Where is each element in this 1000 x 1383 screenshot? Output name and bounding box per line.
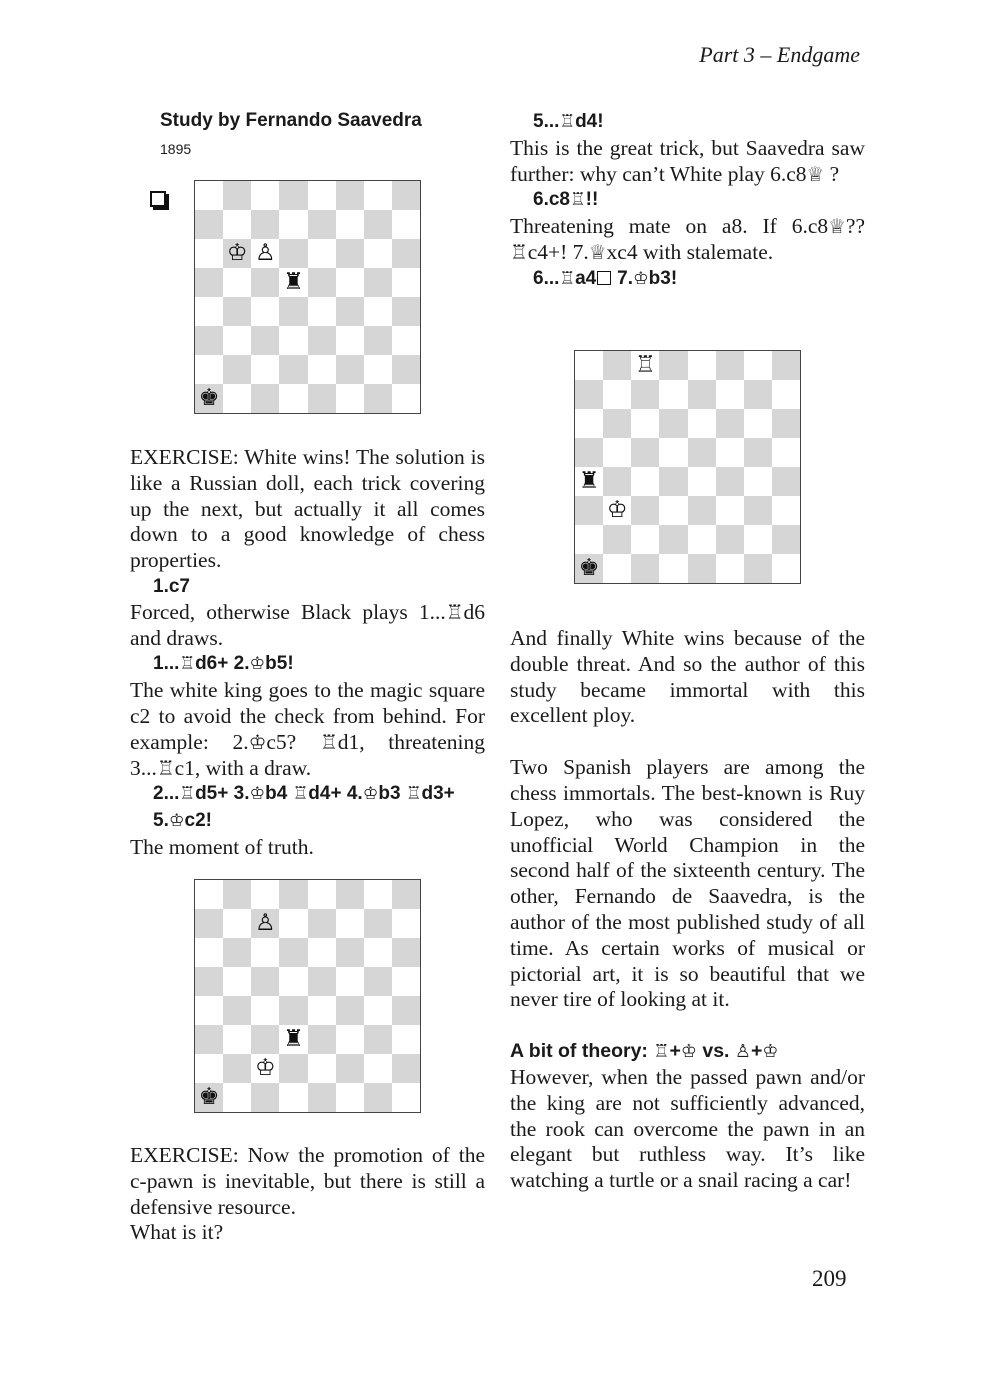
square-d1 — [659, 554, 687, 583]
square-b4 — [223, 996, 251, 1025]
square-g8 — [364, 181, 392, 210]
spanish-players-paragraph: Two Spanish players are among the chess immortals. The best-known is Ruy Lopez, who was considered the unofficial World Champion in the second half of the sixteenth century. The other, Fernando de Saavedra, is the author of the most published study of all time. As certain works of musical or pictorial art, it is so beautiful that we never tire of looking at it. — [510, 755, 865, 1012]
square-a1 — [195, 1083, 223, 1112]
only-move-icon — [597, 271, 611, 285]
square-h3 — [392, 1025, 420, 1054]
square-g2 — [364, 355, 392, 384]
square-a4 — [195, 297, 223, 326]
square-f1 — [716, 554, 744, 583]
square-c2 — [251, 1054, 279, 1083]
commentary-1: Forced, otherwise Black plays 1...♖d6 and draws. — [130, 599, 485, 650]
king-icon: ♔ — [249, 784, 266, 805]
square-g7 — [744, 380, 772, 409]
square-b7 — [603, 380, 631, 409]
square-g8 — [744, 351, 772, 380]
square-h5 — [772, 438, 800, 467]
rook-icon: ♖ — [559, 112, 576, 132]
study-title: Study by Fernando Saavedra — [160, 110, 422, 131]
square-c6 — [631, 409, 659, 438]
square-a3 — [195, 326, 223, 355]
move-2: 1...♖d6+ 2.♔b5! — [153, 653, 294, 675]
square-c5 — [251, 967, 279, 996]
square-h7 — [392, 909, 420, 938]
square-e4 — [308, 996, 336, 1025]
black-king-icon: ♚ — [578, 555, 600, 581]
square-c3 — [251, 1025, 279, 1054]
square-f5 — [716, 438, 744, 467]
square-h3 — [392, 326, 420, 355]
square-e6 — [688, 409, 716, 438]
square-e6 — [308, 938, 336, 967]
king-icon: ♔ — [680, 1041, 697, 1063]
rook-icon: ♖ — [510, 240, 528, 264]
square-b1 — [603, 554, 631, 583]
square-e1 — [308, 384, 336, 413]
white-to-move-icon — [150, 191, 166, 207]
queen-icon: ♕ — [588, 240, 607, 264]
square-c4 — [251, 297, 279, 326]
square-g1 — [364, 1083, 392, 1112]
rook-icon: ♖ — [179, 654, 196, 675]
white-king-icon: ♔ — [255, 1055, 276, 1081]
square-e8 — [688, 351, 716, 380]
square-a7 — [195, 909, 223, 938]
square-g5 — [364, 967, 392, 996]
commentary-3: The moment of truth. — [130, 834, 314, 859]
square-f2 — [716, 525, 744, 554]
square-g7 — [364, 909, 392, 938]
square-h6 — [392, 239, 420, 268]
move-1: 1.c7 — [153, 575, 190, 597]
square-a8 — [575, 351, 603, 380]
exercise-2: EXERCISE: Now the promotion of the c-pawn is inevitable, but there is still a defensive resource. — [130, 1143, 485, 1219]
square-a3 — [575, 496, 603, 525]
square-g1 — [744, 554, 772, 583]
square-g3 — [364, 1025, 392, 1054]
square-e8 — [308, 181, 336, 210]
square-c8 — [251, 181, 279, 210]
square-e5 — [308, 967, 336, 996]
theory-heading: A bit of theory: ♖+♔ vs. ♙+♔ — [510, 1040, 779, 1063]
move-6-7: 6...♖a4 7.♔b3! — [533, 267, 678, 289]
square-g5 — [744, 438, 772, 467]
square-d1 — [279, 384, 307, 413]
square-h6 — [772, 409, 800, 438]
black-rook-icon: ♜ — [578, 468, 600, 494]
square-b8 — [223, 181, 251, 210]
commentary-7: And finally White wins because of the double threat. And so the author of this study became immortal with this excellent ploy. — [510, 626, 865, 728]
square-e2 — [308, 1054, 336, 1083]
square-f1 — [336, 1083, 364, 1112]
square-b2 — [603, 525, 631, 554]
square-e3 — [688, 496, 716, 525]
square-a2 — [195, 355, 223, 384]
square-f6 — [716, 409, 744, 438]
square-e7 — [308, 909, 336, 938]
square-f7 — [336, 210, 364, 239]
square-f8 — [716, 351, 744, 380]
white-king-icon: ♔ — [226, 240, 248, 266]
square-e4 — [688, 467, 716, 496]
square-h7 — [772, 380, 800, 409]
square-b6 — [603, 409, 631, 438]
square-f8 — [336, 880, 364, 909]
square-a5 — [575, 438, 603, 467]
square-h7 — [392, 210, 420, 239]
square-g2 — [744, 525, 772, 554]
queen-icon: ♕ — [806, 162, 825, 186]
right-column-upper — [510, 109, 865, 293]
square-g4 — [744, 467, 772, 496]
square-b6 — [223, 938, 251, 967]
black-king-icon: ♚ — [198, 1084, 220, 1110]
black-king-icon: ♚ — [198, 385, 220, 411]
white-pawn-icon: ♙ — [255, 910, 276, 936]
square-h8 — [392, 181, 420, 210]
square-e8 — [308, 880, 336, 909]
square-d5 — [279, 268, 307, 297]
square-h6 — [392, 938, 420, 967]
king-icon: ♔ — [632, 268, 649, 289]
page-number: 209 — [812, 1266, 847, 1291]
square-c6 — [251, 239, 279, 268]
square-c2 — [251, 355, 279, 384]
square-c7 — [631, 380, 659, 409]
square-h2 — [392, 355, 420, 384]
right-column-lower — [510, 626, 865, 1194]
square-e1 — [688, 554, 716, 583]
square-h4 — [392, 996, 420, 1025]
square-e2 — [688, 525, 716, 554]
square-e5 — [308, 268, 336, 297]
square-c4 — [631, 467, 659, 496]
square-e3 — [308, 326, 336, 355]
square-h2 — [392, 1054, 420, 1083]
square-h8 — [392, 880, 420, 909]
square-g8 — [364, 880, 392, 909]
square-a2 — [575, 525, 603, 554]
black-rook-icon: ♜ — [283, 1026, 304, 1052]
square-d6 — [279, 239, 307, 268]
square-d3 — [659, 496, 687, 525]
square-f6 — [336, 938, 364, 967]
theory-paragraph: However, when the passed pawn and/or the king are not sufficiently advanced, the rook can overcome the pawn in an elegant but ruthless way. It’s like watching a turtle or a snail racing a car! — [510, 1064, 865, 1193]
square-c5 — [251, 268, 279, 297]
square-b5 — [603, 438, 631, 467]
rook-icon: ♖ — [179, 784, 196, 805]
square-h1 — [392, 384, 420, 413]
square-b7 — [223, 210, 251, 239]
square-b8 — [603, 351, 631, 380]
square-b3 — [223, 1025, 251, 1054]
square-a7 — [195, 210, 223, 239]
square-h3 — [772, 496, 800, 525]
square-a4 — [195, 996, 223, 1025]
square-c1 — [251, 384, 279, 413]
chess-diagram-start — [194, 180, 421, 414]
square-c3 — [251, 326, 279, 355]
square-c7 — [251, 909, 279, 938]
square-e7 — [308, 210, 336, 239]
square-g2 — [364, 1054, 392, 1083]
square-g5 — [364, 268, 392, 297]
square-e2 — [308, 355, 336, 384]
white-king-icon: ♔ — [606, 497, 628, 523]
square-d2 — [279, 1054, 307, 1083]
chess-diagram-moment-of-truth — [194, 879, 421, 1113]
left-column-lower — [130, 1143, 485, 1246]
black-rook-icon: ♜ — [283, 269, 304, 295]
square-a4 — [575, 467, 603, 496]
square-g7 — [364, 210, 392, 239]
commentary-6: Threatening mate on a8. If 6.c8♕?? ♖c4+! 7.♕xc4 with stalemate. — [510, 214, 865, 264]
square-c3 — [631, 496, 659, 525]
square-h1 — [392, 1083, 420, 1112]
square-d3 — [279, 326, 307, 355]
square-a3 — [195, 1025, 223, 1054]
square-g3 — [744, 496, 772, 525]
square-e7 — [688, 380, 716, 409]
square-d2 — [279, 355, 307, 384]
square-b3 — [223, 326, 251, 355]
square-h4 — [772, 467, 800, 496]
square-d4 — [279, 297, 307, 326]
square-b4 — [603, 467, 631, 496]
rook-icon: ♖ — [445, 600, 464, 624]
running-head: Part 3 – Endgame — [699, 42, 860, 67]
rook-icon: ♖ — [653, 1041, 670, 1063]
queen-icon: ♕ — [828, 215, 846, 239]
square-f3 — [336, 1025, 364, 1054]
square-h2 — [772, 525, 800, 554]
square-d5 — [279, 967, 307, 996]
move-3: 2...♖d5+ 3.♔b4 ♖d4+ 4.♔b3 ♖d3+ 5.♔c2! — [153, 783, 455, 832]
rook-icon: ♖ — [292, 784, 309, 805]
square-d2 — [659, 525, 687, 554]
square-h5 — [392, 268, 420, 297]
square-e1 — [308, 1083, 336, 1112]
square-g6 — [744, 409, 772, 438]
square-a5 — [195, 967, 223, 996]
square-a1 — [575, 554, 603, 583]
move-5: 5...♖d4! — [533, 111, 604, 132]
rook-icon: ♖ — [569, 190, 586, 211]
square-g3 — [364, 326, 392, 355]
square-b5 — [223, 268, 251, 297]
square-a7 — [575, 380, 603, 409]
square-c1 — [251, 1083, 279, 1112]
white-rook-icon: ♖ — [635, 352, 656, 378]
square-c1 — [631, 554, 659, 583]
king-icon: ♔ — [762, 1041, 779, 1063]
square-c7 — [251, 210, 279, 239]
square-g4 — [364, 996, 392, 1025]
square-f5 — [336, 268, 364, 297]
square-a6 — [195, 938, 223, 967]
square-c5 — [631, 438, 659, 467]
king-icon: ♔ — [249, 654, 266, 675]
square-d8 — [659, 351, 687, 380]
square-e6 — [308, 239, 336, 268]
square-f4 — [716, 467, 744, 496]
white-pawn-icon: ♙ — [255, 240, 276, 266]
square-b7 — [223, 909, 251, 938]
square-b6 — [223, 239, 251, 268]
square-b1 — [223, 1083, 251, 1112]
square-h1 — [772, 554, 800, 583]
square-c4 — [251, 996, 279, 1025]
rook-icon: ♖ — [319, 730, 338, 754]
square-d7 — [279, 210, 307, 239]
commentary-2: The white king goes to the magic square c2 to avoid the check from behind. For example: 2.♔c5? ♖d1, threatening 3...♖c1, with a draw. — [130, 678, 485, 780]
square-a8 — [195, 181, 223, 210]
square-c6 — [251, 938, 279, 967]
commentary-5: This is the great trick, but Saavedra saw further: why can’t White play 6.c8♕ ? — [510, 135, 865, 186]
square-d3 — [279, 1025, 307, 1054]
square-h4 — [392, 297, 420, 326]
square-e4 — [308, 297, 336, 326]
square-f6 — [336, 239, 364, 268]
square-d5 — [659, 438, 687, 467]
square-b2 — [223, 355, 251, 384]
square-f1 — [336, 384, 364, 413]
square-a5 — [195, 268, 223, 297]
square-f7 — [716, 380, 744, 409]
square-f2 — [336, 1054, 364, 1083]
square-d1 — [279, 1083, 307, 1112]
king-icon: ♔ — [248, 730, 267, 754]
square-g1 — [364, 384, 392, 413]
square-b3 — [603, 496, 631, 525]
square-d8 — [279, 181, 307, 210]
square-b4 — [223, 297, 251, 326]
king-icon: ♔ — [168, 811, 185, 832]
square-h5 — [392, 967, 420, 996]
square-d8 — [279, 880, 307, 909]
square-d4 — [659, 467, 687, 496]
square-d4 — [279, 996, 307, 1025]
square-d7 — [659, 380, 687, 409]
square-e3 — [308, 1025, 336, 1054]
square-a8 — [195, 880, 223, 909]
exercise-1: EXERCISE: White wins! The solution is like a Russian doll, each trick covering up the next, but actually it all comes down to a good knowledge of chess properties. — [130, 445, 485, 573]
square-f8 — [336, 181, 364, 210]
square-d6 — [659, 409, 687, 438]
square-g6 — [364, 239, 392, 268]
left-column-upper — [130, 445, 485, 861]
rook-icon: ♖ — [156, 756, 175, 780]
square-f4 — [336, 996, 364, 1025]
square-c8 — [251, 880, 279, 909]
square-g4 — [364, 297, 392, 326]
square-e5 — [688, 438, 716, 467]
square-f3 — [716, 496, 744, 525]
square-a2 — [195, 1054, 223, 1083]
king-icon: ♔ — [362, 784, 379, 805]
square-d6 — [279, 938, 307, 967]
square-a1 — [195, 384, 223, 413]
square-b5 — [223, 967, 251, 996]
square-f7 — [336, 909, 364, 938]
square-d7 — [279, 909, 307, 938]
square-a6 — [575, 409, 603, 438]
rook-icon: ♖ — [559, 268, 576, 289]
square-f4 — [336, 297, 364, 326]
rook-icon: ♖ — [405, 784, 422, 805]
square-f5 — [336, 967, 364, 996]
square-b2 — [223, 1054, 251, 1083]
square-f3 — [336, 326, 364, 355]
square-f2 — [336, 355, 364, 384]
square-a6 — [195, 239, 223, 268]
chess-diagram-final — [574, 350, 801, 584]
square-c8 — [631, 351, 659, 380]
pawn-icon: ♙ — [734, 1041, 751, 1063]
square-g6 — [364, 938, 392, 967]
study-year: 1895 — [160, 141, 192, 157]
square-h8 — [772, 351, 800, 380]
square-b8 — [223, 880, 251, 909]
exercise-2-question: What is it? — [130, 1220, 224, 1245]
square-b1 — [223, 384, 251, 413]
move-6: 6.c8♖!! — [533, 189, 599, 211]
square-c2 — [631, 525, 659, 554]
